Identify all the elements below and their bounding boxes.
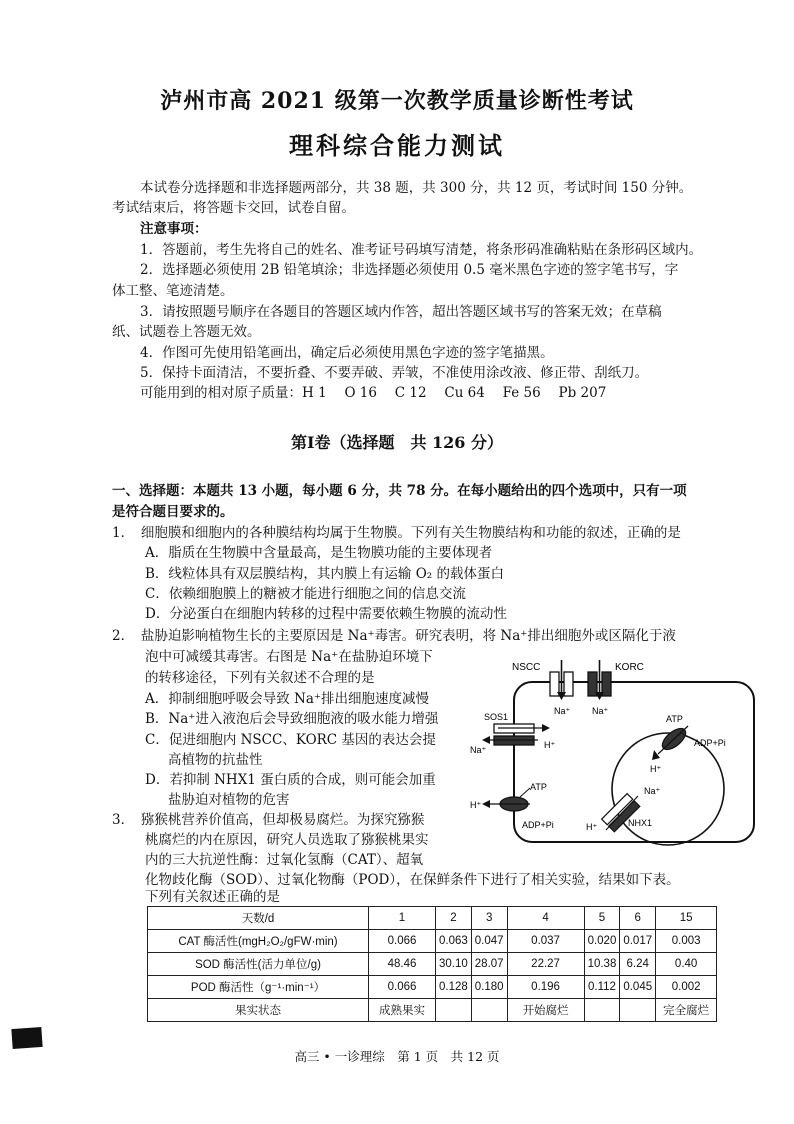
plasma-h-label: H⁺ xyxy=(470,800,482,810)
sos1-na-label: Na⁺ xyxy=(470,745,487,755)
q2-stem-2: 泡中可减缓其毒害。右图是 Na⁺在盐胁迫环境下 xyxy=(145,649,433,665)
table-cell: 0.128 xyxy=(436,976,472,999)
exam-subtitle: 理科综合能力测试 xyxy=(289,131,505,160)
table-header-cell: 天数/d xyxy=(148,907,369,930)
table-cell: 0.196 xyxy=(507,976,584,999)
table-cell xyxy=(584,999,620,1022)
nhx1-na-label: Na⁺ xyxy=(644,786,661,796)
table-cell: 0.112 xyxy=(584,976,620,999)
page-footer: 高三 • 一诊理综 第 1 页 共 12 页 xyxy=(294,1049,500,1064)
table-cell: 0.40 xyxy=(656,953,717,976)
exam-title: 泸州市高 2021 级第一次教学质量诊断性考试 xyxy=(160,88,634,114)
q2-option-b: B．Na⁺进入液泡后会导致细胞液的吸水能力增强 xyxy=(145,711,439,727)
na-transport-diagram xyxy=(468,654,768,850)
table-cell: 0.037 xyxy=(507,930,584,953)
part1-heading: 一、选择题：本题共 13 小题，每小题 6 分，共 78 分。在每小题给出的四个选项中，只有一项 xyxy=(112,483,687,499)
table-header-cell: 5 xyxy=(584,907,620,930)
table-header-cell: 2 xyxy=(436,907,472,930)
vacuole-adp-label: ADP+Pi xyxy=(694,738,726,748)
intro-line-1: 本试卷分选择题和非选择题两部分，共 38 题，共 300 分，共 12 页，考试时间 150 分钟。 xyxy=(140,180,693,196)
table-row xyxy=(148,976,717,999)
q1-option-d: D．分泌蛋白在细胞内转移的过程中需要依赖生物膜的流动性 xyxy=(145,606,507,622)
table-cell: 28.07 xyxy=(471,953,507,976)
table-cell xyxy=(471,999,507,1022)
note-1: 1．答题前，考生先将自己的姓名、准考证号码填写清楚，将条形码准确粘贴在条形码区域内。 xyxy=(140,242,703,258)
enzyme-activity-table xyxy=(147,906,717,1022)
q3-stem-1: 3． 猕猴桃营养价值高，但却极易腐烂。为探究猕猴 xyxy=(112,812,425,828)
note-4: 4．作图可先使用铅笔画出，确定后必须使用黑色字迹的签字笔描黑。 xyxy=(140,345,554,361)
plasma-adp-label: ADP+Pi xyxy=(522,820,554,830)
note-3-cont: 纸、试题卷上答题无效。 xyxy=(112,324,261,340)
table-cell xyxy=(620,999,656,1022)
table-cell: 0.002 xyxy=(656,976,717,999)
table-cell: 6.24 xyxy=(620,953,656,976)
sos1-label: SOS1 xyxy=(484,712,509,722)
table-cell: 0.003 xyxy=(656,930,717,953)
table-header-cell: 1 xyxy=(369,907,436,930)
table-cell: SOD 酶活性(活力单位/g) xyxy=(148,953,369,976)
korc-na-label: Na⁺ xyxy=(592,706,609,716)
note-3: 3．请按照题号顺序在各题目的答题区域内作答，超出答题区域书写的答案无效；在草稿 xyxy=(140,304,662,320)
part1-heading-cont: 是符合题目要求的。 xyxy=(112,504,234,520)
table-cell: 0.180 xyxy=(471,976,507,999)
q3-stem-3: 内的三大抗逆性酶：过氧化氢酶（CAT）、超氧 xyxy=(145,852,424,868)
korc-label: KORC xyxy=(615,662,644,673)
q2-option-d-cont: 盐胁迫对植物的危害 xyxy=(168,792,290,808)
table-row xyxy=(148,999,717,1022)
nhx1-label: NHX1 xyxy=(628,818,653,828)
q3-stem-2: 桃腐烂的内在原因，研究人员选取了猕猴桃果实 xyxy=(145,832,429,848)
q1-option-c: C．依赖细胞膜上的糖被才能进行细胞之间的信息交流 xyxy=(145,586,466,602)
table-cell: CAT 酶活性(mgH₂O₂/gFW·min) xyxy=(148,930,369,953)
table-header-cell: 4 xyxy=(507,907,584,930)
q2-stem-1: 2． 盐胁迫影响植物生长的主要原因是 Na⁺毒害。研究表明，将 Na⁺排出细胞外或区隔化于液 xyxy=(112,628,676,644)
table-cell: 完全腐烂 xyxy=(656,999,717,1022)
plasma-atp-label: ATP xyxy=(530,782,547,792)
table-cell: 开始腐烂 xyxy=(507,999,584,1022)
table-cell: 10.38 xyxy=(584,953,620,976)
korc-channel xyxy=(588,660,611,700)
q1-option-a: A．脂质在生物膜中含量最高，是生物膜功能的主要体现者 xyxy=(145,545,493,561)
nscc-channel xyxy=(550,660,573,700)
table-header-cell: 6 xyxy=(620,907,656,930)
q2-option-a: A．抑制细胞呼吸会导致 Na⁺排出细胞速度减慢 xyxy=(145,691,430,707)
vacuole-h-label: H⁺ xyxy=(650,764,662,774)
table-header-cell: 3 xyxy=(471,907,507,930)
q2-option-c: C．促进细胞内 NSCC、KORC 基因的表达会提 xyxy=(145,732,436,748)
table-cell: 0.045 xyxy=(620,976,656,999)
table-row xyxy=(148,930,717,953)
table-cell: 0.017 xyxy=(620,930,656,953)
note-2-cont: 体工整、笔迹清楚。 xyxy=(112,283,234,299)
q2-option-c-cont: 高植物的抗盐性 xyxy=(168,752,263,768)
note-5: 5．保持卡面清洁，不要折叠、不要弄破、弄皱，不准使用涂改液、修正带、刮纸刀。 xyxy=(140,365,649,381)
vacuole-h-atpase xyxy=(652,725,694,760)
table-cell: 成熟果实 xyxy=(369,999,436,1022)
table-header-cell: 15 xyxy=(656,907,717,930)
table-cell: 48.46 xyxy=(369,953,436,976)
table-cell: 0.066 xyxy=(369,930,436,953)
table-cell: 30.10 xyxy=(436,953,472,976)
table-row xyxy=(148,953,717,976)
section-title: 第Ⅰ卷（选择题 共 126 分） xyxy=(290,433,504,452)
plasma-h-atpase xyxy=(482,788,530,811)
q3-stem-5: 下列有关叙述正确的是 xyxy=(145,889,280,905)
intro-line-2: 考试结束后，将答题卡交回，试卷自留。 xyxy=(112,200,355,216)
note-2: 2．选择题必须使用 2B 铅笔填涂；非选择题必须使用 0.5 毫米黑色字迹的签字笔书写，字 xyxy=(140,262,679,278)
q2-option-d: D．若抑制 NHX1 蛋白质的合成，则可能会加重 xyxy=(145,772,436,788)
q2-stem-3: 的转移途径，下列有关叙述不合理的是 xyxy=(145,670,375,686)
scanner-mark xyxy=(11,1027,42,1049)
table-cell xyxy=(436,999,472,1022)
table-cell: 22.27 xyxy=(507,953,584,976)
q3-stem-4: 化物歧化酶（SOD）、过氧化物酶（POD），在保鲜条件下进行了相关实验，结果如下表。 xyxy=(145,872,680,888)
nhx1-h-label: H⁺ xyxy=(586,822,598,832)
table-cell: 0.063 xyxy=(436,930,472,953)
atomic-masses: 可能用到的相对原子质量：H 1 O 16 C 12 Cu 64 Fe 56 Pb 207 xyxy=(140,385,607,401)
q1-stem: 1． 细胞膜和细胞内的各种膜结构均属于生物膜。下列有关生物膜结构和功能的叙述，正确的是 xyxy=(112,525,681,541)
nscc-na-label: Na⁺ xyxy=(554,706,571,716)
table-cell: 0.020 xyxy=(584,930,620,953)
table-cell: 0.047 xyxy=(471,930,507,953)
sos1-h-label: H⁺ xyxy=(544,740,556,750)
table-header-row xyxy=(148,907,717,930)
table-cell: POD 酶活性（g⁻¹·min⁻¹） xyxy=(148,976,369,999)
sos1-antiporter xyxy=(482,724,550,745)
table-cell: 果实状态 xyxy=(148,999,369,1022)
q1-option-b: B．线粒体具有双层膜结构，其内膜上有运输 O₂ 的载体蛋白 xyxy=(145,566,504,582)
vacuole-atp-label: ATP xyxy=(666,714,683,724)
nscc-label: NSCC xyxy=(512,662,541,673)
notes-heading: 注意事项： xyxy=(140,221,208,237)
table-cell: 0.066 xyxy=(369,976,436,999)
